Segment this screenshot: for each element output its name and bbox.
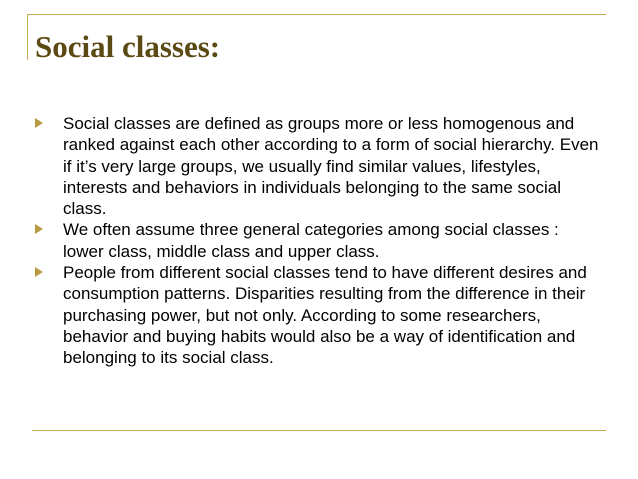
bullet-list bbox=[32, 113, 602, 369]
triangle-bullet-icon bbox=[35, 224, 43, 234]
bullet-text: We often assume three general categories among social classes : lower class, middle class and upper class. bbox=[63, 220, 559, 261]
triangle-bullet-icon bbox=[35, 267, 43, 277]
bullet-text: Social classes are defined as groups more or less homogenous and ranked against each other according to a form of social hierarchy. Even if it’s very large groups, we usually find similar values, lifestyles, interests and behaviors in individuals belonging to the same social class. bbox=[63, 114, 599, 219]
bullet-item-class-categories bbox=[32, 219, 602, 262]
title-left-divider bbox=[27, 14, 28, 60]
bullet-item-consumption-patterns bbox=[32, 262, 602, 368]
bullet-text: People from different social classes tend to have different desires and consumption patterns. Disparities resulting from the difference in their purchasing power, but not only. According to some researchers, behavior and buying habits would also be a way of identification and belonging to its social class. bbox=[63, 263, 587, 368]
bullet-item-social-classes-definition bbox=[32, 113, 602, 219]
bottom-divider bbox=[32, 430, 606, 431]
top-divider bbox=[28, 14, 606, 15]
triangle-bullet-icon bbox=[35, 118, 43, 128]
slide-title: Social classes: bbox=[35, 29, 221, 64]
